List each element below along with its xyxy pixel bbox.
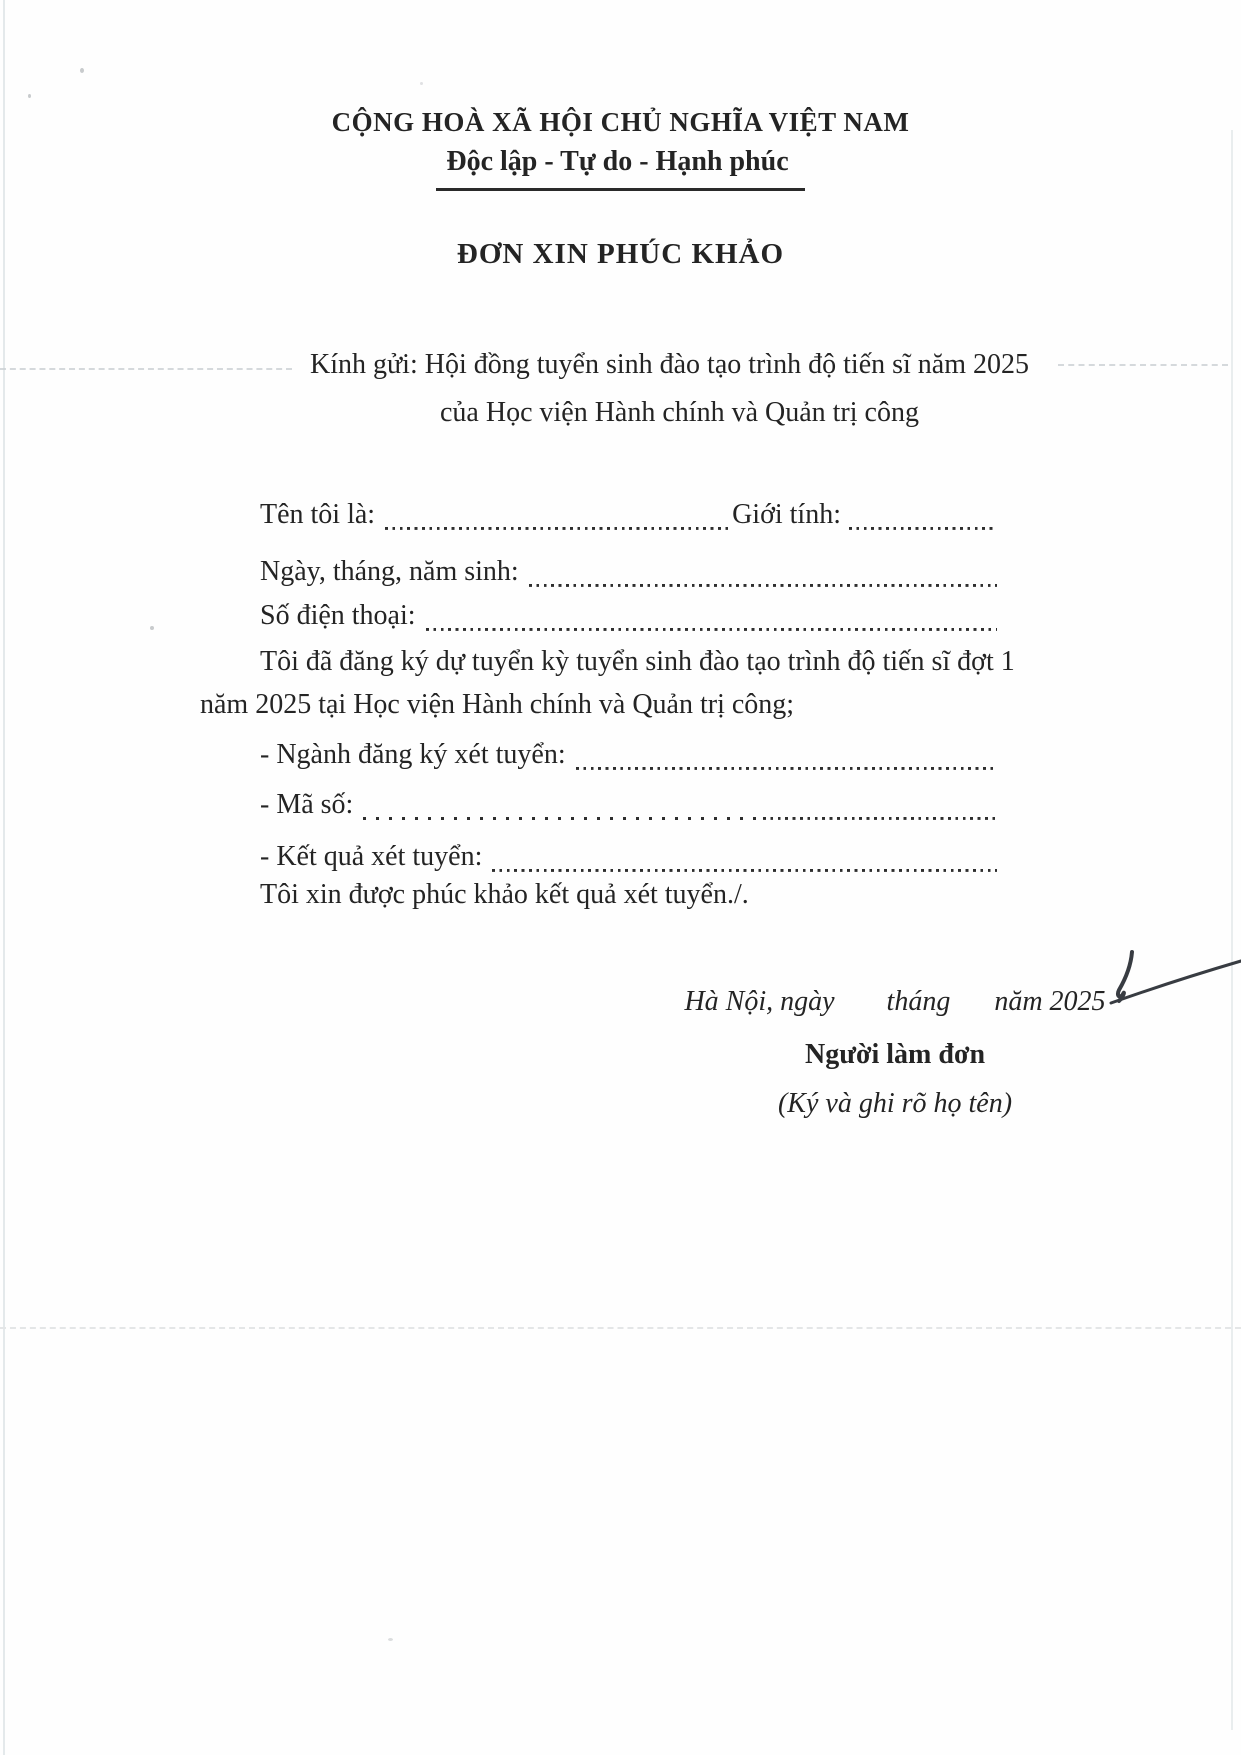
phone-field-label: Số điện thoại: xyxy=(260,600,416,631)
scan-speck xyxy=(388,1638,393,1641)
signer-title: Người làm đơn xyxy=(804,1039,986,1070)
major-item-label: - Ngành đăng ký xét tuyển: xyxy=(260,739,566,770)
dob-field-label: Ngày, tháng, năm sinh: xyxy=(260,556,519,587)
signature-instruction: (Ký và ghi rõ họ tên) xyxy=(777,1088,1013,1119)
code-item-label: - Mã số: xyxy=(260,789,354,820)
dob-dotted-blank xyxy=(529,550,997,594)
national-header: CỘNG HOÀ XÃ HỘI CHỦ NGHĨA VIỆT NAM xyxy=(331,107,910,137)
document-title: ĐƠN XIN PHÚC KHẢO xyxy=(456,238,785,270)
national-motto: Độc lập - Tự do - Hạnh phúc xyxy=(436,140,804,191)
statement-line-2: năm 2025 tại Học viện Hành chính và Quản trị công; xyxy=(200,689,795,720)
item-row-code xyxy=(205,783,1005,827)
date-place-line xyxy=(660,980,1130,1024)
scan-speck xyxy=(28,94,31,98)
pen-stroke-mark xyxy=(1098,946,1241,1010)
phone-dotted-blank xyxy=(426,594,997,638)
gender-dotted-blank xyxy=(849,493,997,537)
scan-edge-line-right xyxy=(1231,130,1233,1730)
field-row-phone xyxy=(205,594,1005,638)
major-dotted-blank xyxy=(576,733,997,777)
result-item-label: - Kết quả xét tuyển: xyxy=(260,841,483,872)
name-field-label: Tên tôi là: xyxy=(260,499,376,530)
scan-artifact-fold-line xyxy=(0,1327,1241,1329)
recipient-line-1: Kính gửi: Hội đồng tuyển sinh đào tạo trình độ tiến sĩ năm 2025 xyxy=(310,349,1030,380)
item-row-major xyxy=(205,733,1005,777)
date-place-label: Hà Nội, ngày xyxy=(684,986,835,1017)
code-dotted-blank xyxy=(763,783,997,827)
scan-speck xyxy=(420,82,423,85)
field-row-name-gender xyxy=(205,493,1005,537)
scan-speck xyxy=(80,68,84,73)
scan-speck xyxy=(150,626,154,630)
code-dotted-blank-wide xyxy=(363,783,763,827)
recipient-line-2: của Học viện Hành chính và Quản trị công xyxy=(440,397,919,428)
year-label: năm 2025 xyxy=(994,986,1106,1017)
name-dotted-blank xyxy=(385,493,730,537)
closing-statement: Tôi xin được phúc khảo kết quả xét tuyển./. xyxy=(260,879,749,910)
statement-line-1: Tôi đã đăng ký dự tuyển kỳ tuyển sinh đào tạo trình độ tiến sĩ đợt 1 xyxy=(260,646,1015,677)
field-row-dob xyxy=(205,550,1005,594)
month-label: tháng xyxy=(886,986,951,1017)
gender-field-label: Giới tính: xyxy=(732,499,841,530)
scan-artifact-dashes xyxy=(1058,364,1228,366)
signature-block xyxy=(660,980,1130,1126)
scan-artifact-dashes xyxy=(0,368,292,370)
